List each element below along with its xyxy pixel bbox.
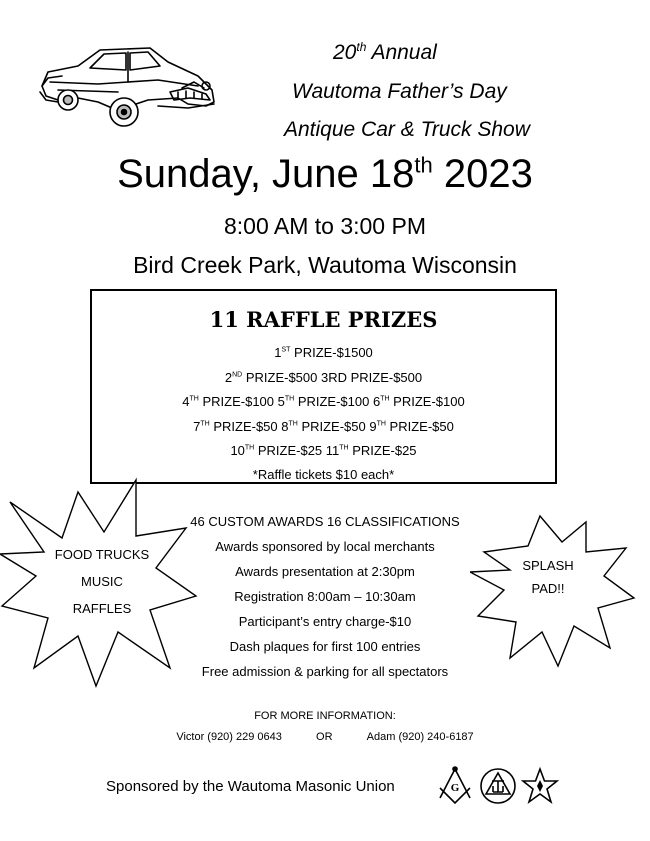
contact-line: [0, 731, 650, 743]
right-burst-text: [508, 554, 588, 600]
date-year: 2023: [443, 152, 533, 196]
raffle-heading: 11 RAFFLE PRIZES: [209, 307, 438, 332]
prize-amount: PRIZE-$50: [297, 419, 370, 434]
prize-amount: PRIZE-$25: [254, 443, 326, 458]
raffle-prize-part: [278, 394, 373, 409]
annual-number: 20: [333, 41, 357, 64]
burst-raffles: RAFFLES: [72, 601, 132, 616]
prize-rank-suffix: ST: [281, 346, 291, 354]
left-burst-text: [44, 541, 160, 622]
sponsor-line: Sponsored by the Wautoma Masonic Union: [106, 778, 395, 795]
annual-word: Annual: [371, 41, 437, 64]
detail-free-admission: Free admission & parking for all spectators: [201, 664, 449, 679]
triple-tau-emblem: [478, 766, 518, 806]
raffle-note: *Raffle tickets $10 each*: [252, 467, 395, 482]
raffle-line-3: [92, 394, 555, 409]
prize-rank-suffix: TH: [376, 420, 386, 428]
title-car-show: Antique Car & Truck Show: [284, 118, 530, 141]
raffle-prize-part: [373, 394, 465, 409]
contact-adam: Adam (920) 240-6187: [366, 731, 474, 743]
prize-rank-suffix: ND: [232, 371, 243, 379]
detail-sponsored-awards: Awards sponsored by local merchants: [215, 539, 435, 554]
raffle-line-4: [92, 419, 555, 434]
prize-rank-number: 4: [182, 394, 190, 409]
raffle-prize-part: [225, 370, 422, 385]
prize-rank-suffix: TH: [288, 420, 298, 428]
raffle-prize-part: [182, 394, 277, 409]
raffle-prize-part: [326, 443, 417, 458]
prize-rank-number: 5: [277, 394, 285, 409]
raffle-prizes-box: [90, 289, 557, 484]
prize-rank-number: 10: [230, 443, 245, 458]
detail-custom-awards: 46 CUSTOM AWARDS 16 CLASSIFICATIONS: [190, 514, 460, 529]
prize-amount: PRIZE-$1500: [290, 345, 373, 360]
prize-amount: PRIZE-$25: [348, 443, 417, 458]
svg-text:G: G: [450, 782, 460, 794]
event-time: 8:00 AM to 3:00 PM: [223, 213, 426, 239]
prize-rank-suffix: TH: [200, 420, 210, 428]
prize-rank-suffix: TH: [339, 444, 349, 452]
prize-rank-suffix: TH: [380, 395, 390, 403]
title-annual: [333, 40, 437, 65]
annual-suffix: th: [356, 40, 367, 54]
contact-or: OR: [316, 731, 333, 743]
detail-entry-charge: Participant’s entry charge-$10: [238, 614, 412, 629]
date-prefix: Sunday, June 18: [117, 152, 415, 196]
raffle-line-1: [92, 345, 555, 360]
raffle-line-2: [92, 370, 555, 385]
prize-rank-suffix: TH: [284, 395, 295, 403]
antique-car-illustration: [38, 42, 218, 134]
prize-amount: PRIZE-$500 3RD PRIZE-$500: [242, 370, 423, 385]
square-compass-emblem: [436, 766, 474, 806]
prize-rank-number: 7: [193, 419, 201, 434]
prize-amount: PRIZE-$50 8: [209, 419, 289, 434]
raffle-line-5: [92, 443, 555, 458]
burst-splash: SPLASH: [522, 558, 574, 573]
detail-dash-plaques: Dash plaques for first 100 entries: [229, 639, 421, 654]
prize-amount: PRIZE-$100: [389, 394, 465, 409]
burst-pad: PAD!!: [531, 581, 565, 596]
burst-food-trucks: FOOD TRUCKS: [54, 547, 150, 562]
detail-awards-presentation: Awards presentation at 2:30pm: [235, 564, 415, 579]
event-date: [0, 152, 650, 197]
prize-rank-number: 11: [325, 443, 340, 458]
prize-rank-suffix: TH: [189, 395, 199, 403]
event-location: Bird Creek Park, Wautoma Wisconsin: [133, 252, 517, 278]
contact-victor: Victor (920) 229 0643: [176, 731, 282, 743]
detail-registration: Registration 8:00am – 10:30am: [234, 589, 416, 604]
burst-music: MUSIC: [81, 574, 123, 589]
prize-rank-number: 1: [274, 345, 282, 360]
prize-amount: PRIZE-$100: [198, 394, 278, 409]
raffle-prize-part: [369, 419, 454, 434]
date-suffix: th: [414, 152, 433, 178]
raffle-prize-part: [274, 345, 373, 360]
prize-rank-number: 2: [224, 370, 233, 385]
title-fathers-day: Wautoma Father’s Day: [292, 80, 507, 103]
prize-rank-suffix: TH: [244, 444, 255, 452]
prize-rank-number: 9: [369, 419, 377, 434]
prize-rank-number: 6: [372, 394, 381, 409]
raffle-prize-part: [193, 419, 288, 434]
prize-amount: PRIZE-$50: [385, 419, 454, 434]
prize-amount: PRIZE-$100: [294, 394, 373, 409]
eastern-star-emblem: [520, 766, 560, 806]
raffle-prize-part: [230, 443, 325, 458]
more-info-heading: FOR MORE INFORMATION:: [254, 710, 396, 722]
raffle-prize-part: [288, 419, 369, 434]
